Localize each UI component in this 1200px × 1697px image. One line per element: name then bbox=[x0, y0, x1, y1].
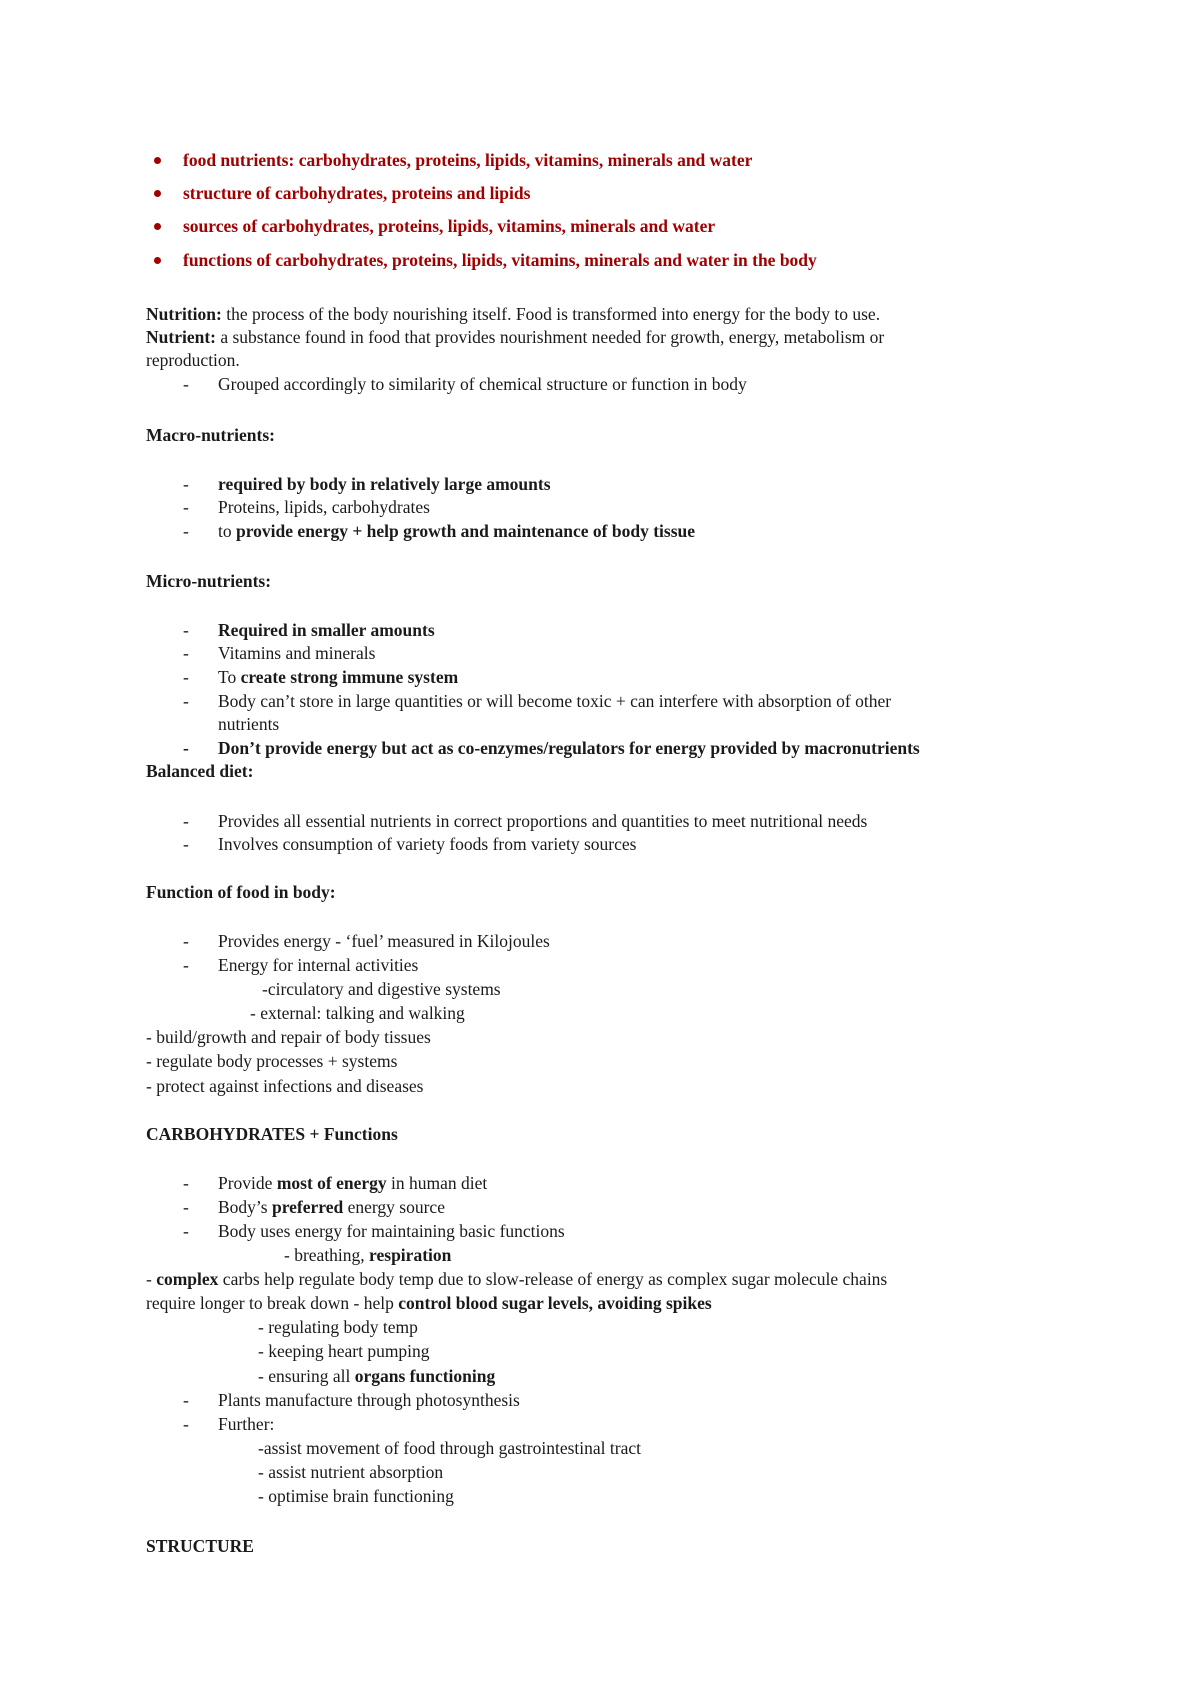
bullet-icon bbox=[154, 223, 161, 230]
macro-heading: Macro-nutrients: bbox=[146, 425, 275, 445]
nutrient-definition-cont: reproduction. bbox=[146, 350, 240, 370]
sub-item: - keeping heart pumping bbox=[258, 1341, 430, 1361]
nutrition-definition: Nutrition: the process of the body nourishing itself. Food is transformed into energy for the body to use. bbox=[146, 304, 881, 324]
bullet-icon bbox=[154, 257, 161, 264]
carbs-heading: CARBOHYDRATES + Functions bbox=[146, 1124, 398, 1144]
sub-item: - assist nutrient absorption bbox=[258, 1462, 444, 1482]
sub-item: - breathing, respiration bbox=[284, 1245, 452, 1265]
list-line: - regulate body processes + systems bbox=[146, 1051, 398, 1071]
paragraph-line: require longer to break down - help control blood sugar levels, avoiding spikes bbox=[146, 1293, 712, 1313]
paragraph-line: - complex carbs help regulate body temp due to slow-release of energy as complex sugar molecule chains bbox=[146, 1269, 888, 1289]
sub-item: - ensuring all organs functioning bbox=[258, 1366, 496, 1386]
list-line: - build/growth and repair of body tissues bbox=[146, 1027, 431, 1047]
micro-heading: Micro-nutrients: bbox=[146, 571, 272, 591]
document-page: food nutrients: carbohydrates, proteins, lipids, vitamins, minerals and water structure of carbohydrates, proteins and lipids sources of carbohydrates, proteins, lipids, vitamins, minerals and water functions of carbohydrates, proteins, lipids, vitamins, minerals and water in the body Nutrition: the process of the body nourishing itself. Food is transformed into energy for the body to use. Nutrient: a substance found in food that provides nourishment needed for growth, energy, metabolism or reproduction. - Grouped accordingly to similarity of chemical structure or function in body Macro-nutrients: - required by body in relatively large amounts - Proteins, lipids, carbohydrates - to provide energy + help growth and maintenance of body tissue Micro-nutrients: - Required in smaller amounts - Vitamins and minerals - To create strong immune system - Body can’t store in large quantities or will become toxic + can interfere with absorption of other nutrients - Don’t provide energy but act as co-enzymes/regulators for energy provided by macronutrients Balanced diet: - Provides all essential nutrients in correct proportions and quantities to meet nutritional needs - Involves consumption of variety foods from variety sources Function of food in body: - Provides energy - ‘fuel’ measured in Kilojoules - Energy for internal activities -circulatory and digestive systems - external: talking and walking - build/growth and repair of body tissues - regulate body processes + systems - protect against infections and diseases CARBOHYDRATES + Functions - Provide most of energy in human diet - Body’s preferred energy source - Body uses energy for maintaining basic functions - breathing, respiration - complex carbs help regulate body temp due to slow-release of energy as complex sugar molecule chains require longer to break down - help control blood sugar levels, avoiding spikes - regulating body temp - keeping heart pumping - ensuring all organs functioning - Plants manufacture through photosynthesis - Further: -assist movement of food through gastrointestinal tract - assist nutrient absorption - optimise brain functioning STRUCTURE bbox=[146, 150, 920, 1556]
nutrient-definition: Nutrient: a substance found in food that provides nourishment needed for growth, energy, metabolism or bbox=[146, 327, 885, 347]
list-item-cont: nutrients bbox=[218, 714, 280, 734]
sub-item: -circulatory and digestive systems bbox=[262, 979, 501, 999]
bullet-icon bbox=[154, 190, 161, 197]
sub-item: - external: talking and walking bbox=[250, 1003, 465, 1023]
sub-item: - regulating body temp bbox=[258, 1317, 418, 1337]
sub-item: - optimise brain functioning bbox=[258, 1486, 454, 1506]
list-line: - protect against infections and diseases bbox=[146, 1076, 424, 1096]
sub-item: -assist movement of food through gastrointestinal tract bbox=[258, 1438, 641, 1458]
bullet-icon bbox=[154, 157, 161, 164]
function-heading: Function of food in body: bbox=[146, 882, 336, 902]
balanced-heading: Balanced diet: bbox=[146, 761, 254, 781]
structure-heading: STRUCTURE bbox=[146, 1536, 254, 1556]
